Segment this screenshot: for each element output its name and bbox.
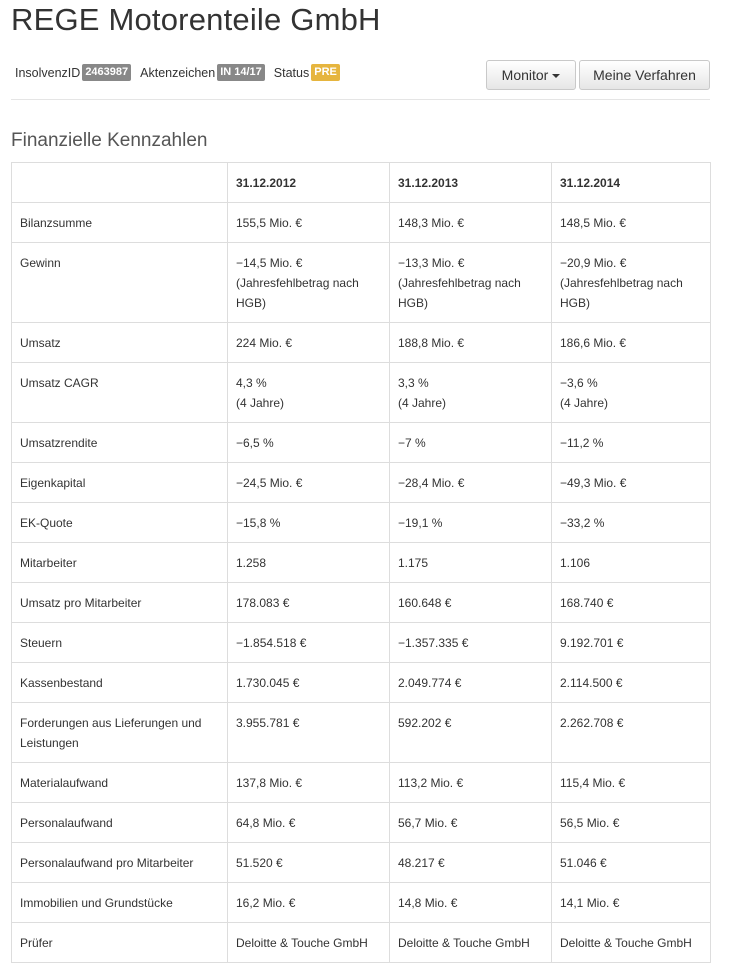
table-cell [228,803,390,843]
insolvenz-label: InsolvenzID [15,65,81,80]
table-cell [552,203,711,243]
monitor-label: Monitor [501,67,549,83]
cell-value: 115,4 Mio. € [560,776,626,790]
row-label: Forderungen aus Lieferungen und Leistungen [12,703,228,763]
cell-value: −6,5 % [236,436,274,450]
cell-value: 48.217 € [398,856,445,870]
row-label: Umsatz CAGR [12,363,228,423]
table-cell [552,463,711,503]
cell-value: −15,8 % [236,516,281,530]
cell-value: 2.114.500 € [560,676,623,690]
table-cell [228,503,390,543]
table-cell [552,423,711,463]
row-label: Umsatz pro Mitarbeiter [12,583,228,623]
column-header: 31.12.2014 [552,163,711,203]
table-row [12,803,711,843]
table-header-row [12,163,711,203]
table-cell [552,323,711,363]
table-row [12,243,711,323]
table-cell [228,243,390,323]
table-row [12,423,711,463]
cell-value: −11,2 % [560,436,604,450]
cell-value: 3,3 % [398,376,429,390]
table-cell [390,923,552,963]
table-cell [390,203,552,243]
cell-value: 160.648 € [398,596,452,610]
cell-value: 224 Mio. € [236,336,293,350]
table-cell [552,843,711,883]
case-meta [15,64,349,81]
table-row [12,503,711,543]
row-label: Kassenbestand [12,663,228,703]
row-label: Bilanzsumme [12,203,228,243]
cell-value: 137,8 Mio. € [236,776,303,790]
cell-value: −1.854.518 € [236,636,307,650]
row-label: Mitarbeiter [12,543,228,583]
table-row [12,883,711,923]
table-cell [390,583,552,623]
table-cell [552,363,711,423]
cell-value: 4,3 % [236,376,267,390]
table-cell [552,703,711,763]
financials-table [11,162,711,963]
table-row [12,583,711,623]
cell-value: 9.192.701 € [560,636,624,650]
cell-value: −1.357.335 € [398,636,469,650]
row-label: Materialaufwand [12,763,228,803]
row-label: Personalaufwand pro Mitarbeiter [12,843,228,883]
cell-value: Deloitte & Touche GmbH [236,936,368,950]
table-cell [228,763,390,803]
meine-verfahren-button[interactable]: Meine Verfahren [579,60,710,90]
table-cell [228,663,390,703]
page-title: REGE Motorenteile GmbH [11,2,381,37]
cell-note: (Jahresfehlbetrag nach HGB) [560,276,683,310]
column-header: 31.12.2013 [390,163,552,203]
table-cell [390,883,552,923]
status-group [274,64,340,81]
cell-value: 56,7 Mio. € [398,816,458,830]
cell-value: 51.046 € [560,856,607,870]
aktenzeichen-badge: IN 14/17 [217,64,265,81]
table-cell [390,763,552,803]
cell-value: 56,5 Mio. € [560,816,620,830]
table-row [12,363,711,423]
table-cell [228,323,390,363]
table-row [12,763,711,803]
row-label: Immobilien und Grundstücke [12,883,228,923]
cell-value: −33,2 % [560,516,605,530]
cell-value: 178.083 € [236,596,290,610]
table-cell [390,703,552,763]
cell-value: 188,8 Mio. € [398,336,465,350]
column-header [12,163,228,203]
cell-note: (Jahresfehlbetrag nach HGB) [398,276,521,310]
table-cell [552,623,711,663]
cell-value: 2.049.774 € [398,676,462,690]
table-cell [390,323,552,363]
cell-value: −3,6 % [560,376,598,390]
table-cell [228,543,390,583]
table-row [12,663,711,703]
table-cell [390,463,552,503]
cell-value: −49,3 Mio. € [560,476,627,490]
insolvenz-id-badge: 2463987 [82,64,131,81]
table-cell [228,923,390,963]
table-row [12,463,711,503]
table-row [12,623,711,663]
row-label: EK-Quote [12,503,228,543]
status-badge: PRE [311,64,340,81]
cell-value: −28,4 Mio. € [398,476,465,490]
cell-value: −7 % [398,436,426,450]
cell-note: (4 Jahre) [398,396,447,410]
caret-down-icon [552,74,560,78]
table-cell [228,883,390,923]
cell-value: 1.258 [236,556,267,570]
table-cell [552,803,711,843]
cell-value: −20,9 Mio. € [560,256,627,270]
table-cell [390,543,552,583]
cell-value: −13,3 Mio. € [398,256,465,270]
cell-value: Deloitte & Touche GmbH [398,936,530,950]
table-cell [390,663,552,703]
cell-value: 14,8 Mio. € [398,896,458,910]
table-row [12,703,711,763]
table-row [12,543,711,583]
table-cell [228,423,390,463]
status-label: Status [273,65,310,80]
table-cell [228,623,390,663]
cell-value: 148,3 Mio. € [398,216,465,230]
cell-value: 14,1 Mio. € [560,896,620,910]
table-row [12,843,711,883]
cell-value: −24,5 Mio. € [236,476,303,490]
cell-value: 592.202 € [398,716,452,730]
table-cell [228,703,390,763]
table-cell [390,803,552,843]
cell-value: Deloitte & Touche GmbH [560,936,692,950]
cell-value: −14,5 Mio. € [236,256,303,270]
table-cell [228,583,390,623]
cell-note: (4 Jahre) [236,396,285,410]
table-cell [228,843,390,883]
row-label: Personalaufwand [12,803,228,843]
section-title: Finanzielle Kennzahlen [11,130,208,151]
aktenzeichen-label: Aktenzeichen [140,65,216,80]
table-cell [552,663,711,703]
cell-value: 155,5 Mio. € [236,216,303,230]
table-cell [228,463,390,503]
table-cell [552,583,711,623]
aktenzeichen-group [140,64,265,81]
cell-value: 1.730.045 € [236,676,300,690]
cell-value: 1.175 [398,556,429,570]
table-cell [228,363,390,423]
table-cell [552,543,711,583]
table-row [12,923,711,963]
table-cell [390,363,552,423]
table-cell [228,203,390,243]
cell-value: −19,1 % [398,516,443,530]
table-cell [390,243,552,323]
cell-value: 3.955.781 € [236,716,300,730]
monitor-dropdown-button[interactable] [486,60,576,90]
cell-value: 16,2 Mio. € [236,896,296,910]
table-row [12,203,711,243]
row-label: Gewinn [12,243,228,323]
table-cell [552,883,711,923]
row-label: Prüfer [12,923,228,963]
table-cell [552,763,711,803]
table-row [12,323,711,363]
table-body [12,203,711,963]
cell-value: 186,6 Mio. € [560,336,627,350]
table-cell [390,843,552,883]
table-cell [390,503,552,543]
row-label: Umsatz [12,323,228,363]
row-label: Umsatzrendite [12,423,228,463]
cell-value: 2.262.708 € [560,716,624,730]
cell-value: 1.106 [560,556,591,570]
row-label: Steuern [12,623,228,663]
column-header: 31.12.2012 [228,163,390,203]
cell-value: 148,5 Mio. € [560,216,627,230]
divider [11,99,710,100]
cell-value: 113,2 Mio. € [398,776,464,790]
table-cell [552,923,711,963]
cell-note: (Jahresfehlbetrag nach HGB) [236,276,359,310]
cell-value: 51.520 € [236,856,283,870]
table-cell [552,503,711,543]
row-label: Eigenkapital [12,463,228,503]
table-cell [552,243,711,323]
table-cell [390,423,552,463]
cell-value: 64,8 Mio. € [236,816,296,830]
table-cell [390,623,552,663]
insolvenz-group [15,64,131,81]
cell-value: 168.740 € [560,596,614,610]
cell-note: (4 Jahre) [560,396,609,410]
